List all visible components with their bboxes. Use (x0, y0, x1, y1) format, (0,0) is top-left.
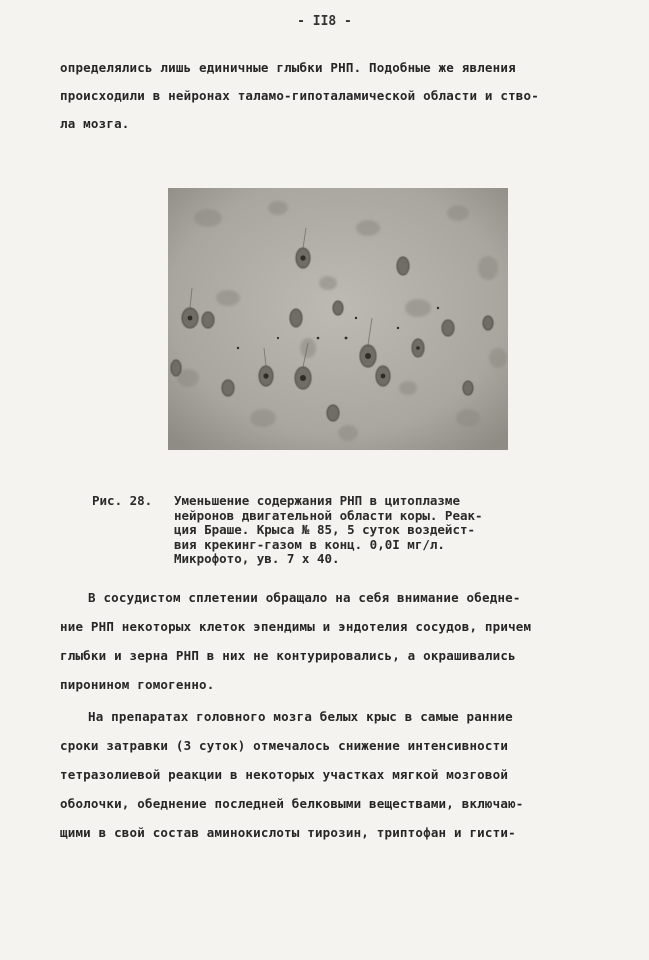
text-line: оболочки, обеднение последней белковыми веществами, включаю- (60, 796, 524, 811)
text-line: определялись лишь единичные глыбки РНП. Подобные же явления (60, 60, 516, 75)
figure-label: Рис. 28. (92, 493, 153, 508)
micrograph-image (168, 188, 508, 450)
paragraph-3 (60, 702, 600, 847)
text-line: глыбки и зерна РНП в них не контурировались, а окрашивались (60, 648, 516, 663)
micrograph-photo (168, 188, 508, 450)
text-line: В сосудистом сплетении обращало на себя внимание обедне- (88, 590, 521, 605)
paragraph-1 (60, 54, 600, 138)
figure-caption-text (174, 494, 483, 567)
caption-line: вия крекинг-газом в конц. 0,0I мг/л. (174, 536, 445, 552)
caption-line: нейронов двигательной области коры. Реак- (174, 507, 483, 523)
text-line: происходили в нейронах таламо-гипоталамической области и ство- (60, 88, 539, 103)
text-line: пиронином гомогенно. (60, 677, 215, 692)
caption-line: ция Браше. Крыса № 85, 5 суток воздейст- (174, 522, 476, 537)
paragraph-2 (60, 583, 600, 699)
caption-line: Микрофото, ув. 7 х 40. (174, 551, 340, 566)
text-line: щими в свой состав аминокислоты тирозин, триптофан и гисти- (60, 825, 516, 840)
text-line: ла мозга. (60, 116, 130, 131)
text-line: тетразолиевой реакции в некоторых участках мягкой мозговой (60, 767, 509, 782)
caption-line: Уменьшение содержания РНП в цитоплазме (174, 493, 460, 508)
text-line: ние РНП некоторых клеток эпендимы и эндотелия сосудов, причем (60, 619, 532, 634)
text-line: сроки затравки (3 суток) отмечалось снижение интенсивности (60, 738, 509, 753)
text-line: На препаратах головного мозга белых крыс в самые ранние (88, 709, 513, 724)
page-number: - II8 - (297, 14, 352, 29)
